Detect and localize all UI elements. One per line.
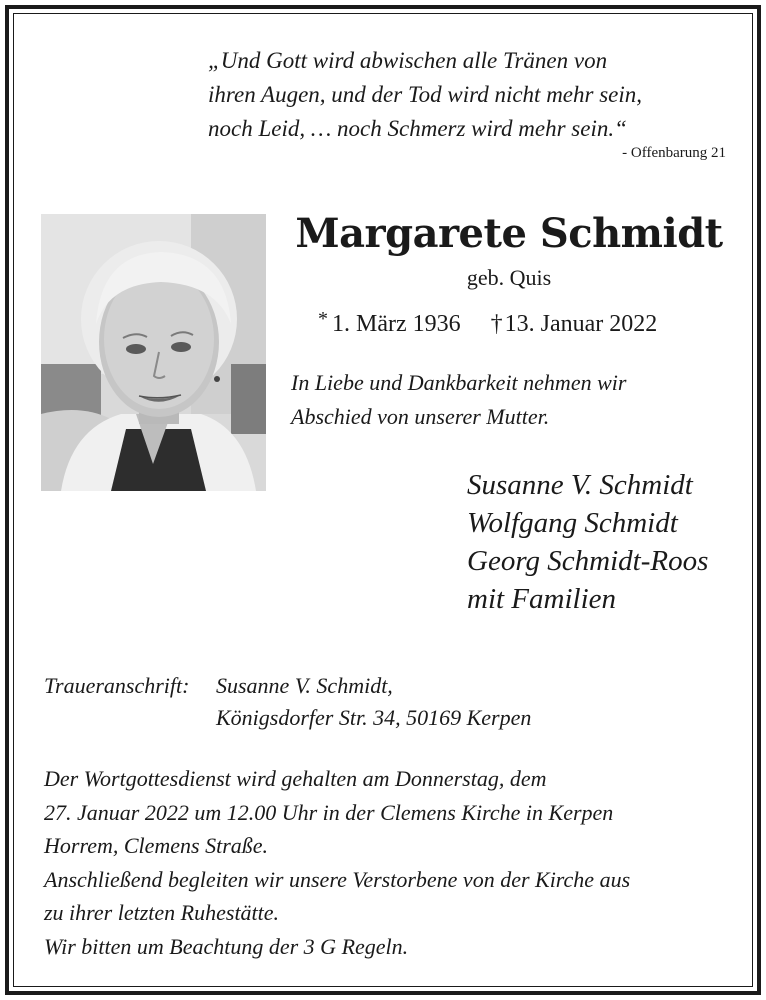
- farewell-text: [291, 366, 731, 434]
- quote-line: „Und Gott wird abwischen alle Tränen von: [208, 48, 608, 73]
- birth-star-icon: *: [318, 308, 328, 330]
- quote-source: - Offenbarung 21: [622, 145, 726, 161]
- service-line: Wir bitten um Beachtung der 3 G Regeln.: [44, 933, 409, 959]
- farewell-line: Abschied von unserer Mutter.: [291, 404, 550, 429]
- service-line: Der Wortgottesdienst wird gehalten am Donnerstag, dem: [44, 766, 547, 791]
- service-info: [44, 762, 744, 963]
- birth-date: 1. März 1936: [332, 311, 461, 337]
- service-line: Horrem, Clemens Straße.: [44, 833, 269, 858]
- portrait-photo: [41, 214, 266, 491]
- quote-line: ihren Augen, und der Tod wird nicht mehr sein,: [208, 82, 643, 107]
- farewell-line: In Liebe und Dankbarkeit nehmen wir: [291, 370, 627, 395]
- address-line: Königsdorfer Str. 34, 50169 Kerpen: [216, 705, 532, 730]
- life-dates: [318, 302, 657, 341]
- deceased-name: Margarete Schmidt: [295, 210, 723, 257]
- death-cross-icon: †: [490, 311, 503, 337]
- mourner-name: mit Familien: [467, 583, 617, 615]
- quote-line: noch Leid, … noch Schmerz wird mehr sein.“: [208, 116, 627, 141]
- mourners-list: [467, 466, 747, 618]
- death-date: 13. Januar 2022: [504, 311, 658, 337]
- bible-quote: [208, 44, 728, 146]
- mourner-name: Georg Schmidt-Roos: [467, 545, 709, 577]
- service-line: Anschließend begleiten wir unsere Verstorbene von der Kirche aus: [44, 866, 631, 892]
- mourning-address: [216, 670, 636, 734]
- address-line: Susanne V. Schmidt,: [216, 673, 393, 698]
- service-line: 27. Januar 2022 um 12.00 Uhr in der Clemens Kirche in Kerpen: [44, 799, 614, 825]
- mourner-name: Susanne V. Schmidt: [467, 469, 693, 501]
- mourner-name: Wolfgang Schmidt: [467, 507, 678, 539]
- address-label: Traueranschrift:: [44, 673, 190, 698]
- birth-name: geb. Quis: [466, 265, 552, 290]
- service-line: zu ihrer letzten Ruhestätte.: [44, 900, 280, 925]
